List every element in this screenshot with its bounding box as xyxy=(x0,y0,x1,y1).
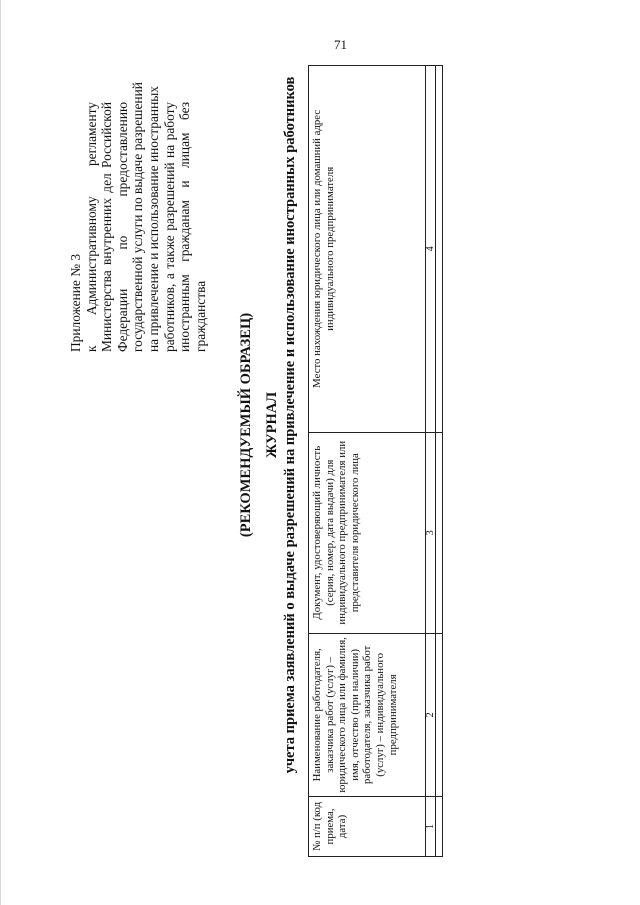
annex-header xyxy=(68,82,208,352)
table-header-row xyxy=(309,66,426,857)
table-cell xyxy=(436,66,443,433)
journal-table xyxy=(308,65,443,857)
annex-line: Министерства внутренних дел Российской xyxy=(99,102,115,352)
table-cell xyxy=(436,633,443,796)
column-header-address: Место нахождения юридического лица или домашний адрес индивидуального предпринимателя xyxy=(309,66,426,433)
column-number: 3 xyxy=(426,432,436,633)
journal-subtitle: учета приема заявлений о выдаче разрешений на привлечение и использование иностранных работников xyxy=(282,76,298,774)
column-header-identity-document: Документ, удостоверяющий личность (серия, номер, дата выдачи) для индивидуального предпринимателя или представителя юридического лица xyxy=(309,432,426,633)
annex-line: государственной услуги по выдаче разрешений xyxy=(130,82,146,352)
column-number: 4 xyxy=(426,66,436,433)
recommended-sample-label: (РЕКОМЕНДУЕМЫЙ ОБРАЗЕЦ) xyxy=(238,312,254,538)
column-header-number: № п/п (код приема, дата) xyxy=(309,796,426,856)
table-number-row xyxy=(426,66,436,857)
annex-line: гражданства xyxy=(192,280,208,352)
table-row xyxy=(436,66,443,857)
table-cell xyxy=(436,796,443,856)
annex-line: Приложение № 3 xyxy=(68,253,83,352)
page-number: 71 xyxy=(334,37,347,52)
annex-line: на привлечение и использование иностранных xyxy=(145,86,161,352)
table-cell xyxy=(436,432,443,633)
annex-line: иностранным гражданам и лицам без xyxy=(177,102,193,352)
column-number: 1 xyxy=(426,796,436,856)
annex-line: к Административному регламенту xyxy=(83,102,99,352)
journal-title: ЖУРНАЛ xyxy=(264,391,280,459)
column-header-employer: Наименование работодателя, заказчика работ (услуг) – юридического лица или фамилия, имя, отчество (при наличии) работодателя, заказчика работ (услуг) – индивидуального предпринимателя xyxy=(309,633,426,796)
rotated-page-content xyxy=(0,20,640,885)
column-number: 2 xyxy=(426,633,436,796)
annex-line: работников, а также разрешений на работу xyxy=(161,102,177,352)
annex-line: Федерации по предоставлению xyxy=(114,102,130,352)
